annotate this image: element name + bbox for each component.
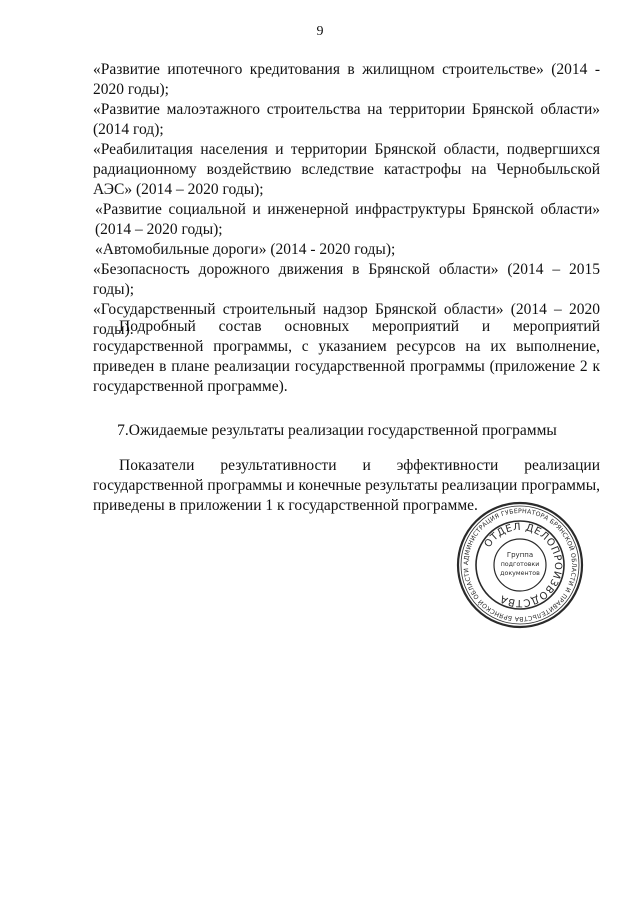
paragraph-results: Показатели результативности и эффективности реализации государственной программы и конечные результаты реализации программы, приведены в приложении 1 к государственной программе. [93,457,600,514]
program-list-item: «Автомобильные дороги» (2014 - 2020 годы); [95,241,396,258]
program-list-item: «Развитие малоэтажного строительства на территории Брянской области» (2014 год); [93,101,600,138]
program-list-item: «Развитие ипотечного кредитования в жилищном строительстве» (2014 - 2020 годы); [93,61,600,98]
seal-graphic [455,500,585,630]
seal-center-line: документов [500,570,540,577]
office-seal-stamp [455,500,585,630]
seal-center-line: Группа [506,551,534,559]
program-list-item: «Безопасность дорожного движения в Брянской области» (2014 – 2015 годы); [93,261,600,298]
section-heading: 7.Ожидаемые результаты реализации государственной программы [117,422,557,439]
page-number: 9 [316,24,324,39]
program-list-item: «Развитие социальной и инженерной инфраструктуры Брянской области» (2014 – 2020 годы); [95,201,600,238]
seal-outer-text: АДМИНИСТРАЦИЯ ГУБЕРНАТОРА БРЯНСКОЙ ОБЛАСТИ И ПРАВИТЕЛЬСТВА БРЯНСКОЙ ОБЛАСТИ [462,507,578,623]
program-list [93,60,600,340]
seal-center-line: подготовки [500,561,540,568]
paragraph-plan: Подробный состав основных мероприятий и мероприятий государственной программы, с указанием ресурсов на их выполнение, приведен в плане реализации государственной программы (приложение 2 к государственной программе). [93,318,600,395]
program-list-item: «Реабилитация населения и территории Брянской области, подвергшихся радиационному воздействию вследствие катастрофы на Чернобыльской АЭС» (2014 – 2020 годы); [93,141,600,198]
program-list-item: «Государственный строительный надзор Брянской области» (2014 – 2020 годы). [93,301,600,338]
seal-inner-text: ОТДЕЛ ДЕЛОПРОИЗВОДСТВА [482,521,564,609]
